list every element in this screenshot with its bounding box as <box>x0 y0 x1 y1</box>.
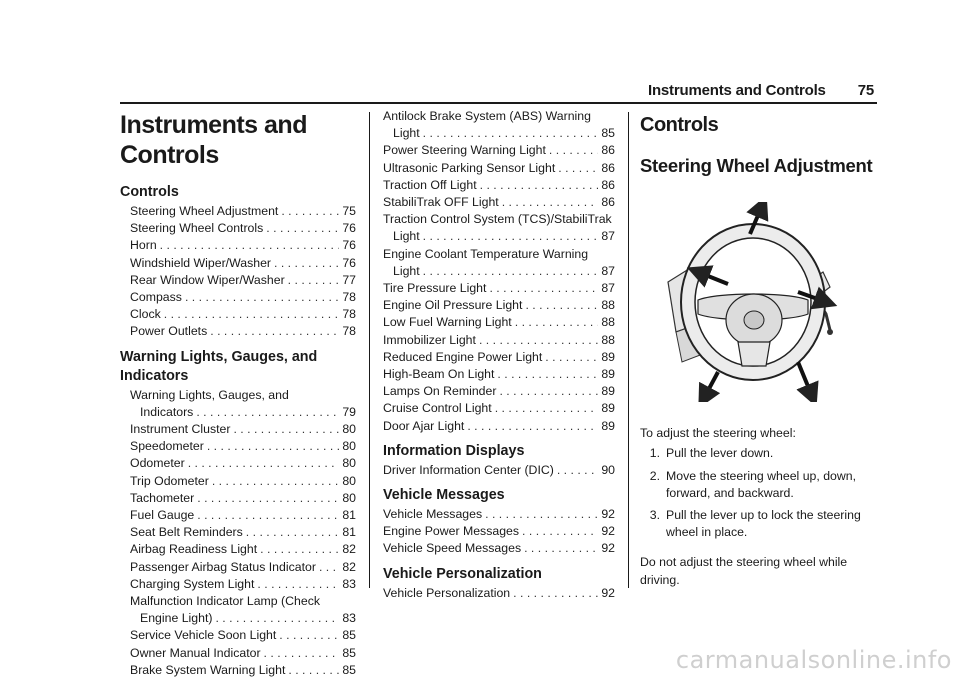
toc-page-number: 87 <box>601 263 615 278</box>
leader-dots <box>513 585 598 602</box>
leader-dots <box>423 263 599 280</box>
leader-dots <box>423 125 599 142</box>
toc-entry-text: Tire Pressure Light <box>383 281 487 296</box>
toc-page-number: 89 <box>601 418 615 433</box>
toc-page-number: 82 <box>342 559 356 574</box>
toc-entry[interactable] <box>383 400 615 417</box>
toc-entry-text: Power Outlets <box>130 324 208 339</box>
toc-page-number: 76 <box>342 238 356 253</box>
toc-entry[interactable] <box>383 280 615 297</box>
toc-entry-text: Ultrasonic Parking Sensor Light <box>383 160 556 175</box>
toc-entry-line: Traction Control System (TCS)/StabiliTrak <box>383 212 612 227</box>
leader-dots <box>215 610 339 627</box>
leader-dots <box>545 349 598 366</box>
toc-entry[interactable] <box>120 255 356 272</box>
leader-dots <box>480 177 599 194</box>
toc-sections <box>383 442 615 602</box>
toc-entry[interactable] <box>383 228 615 245</box>
leader-dots <box>210 323 339 340</box>
toc-section-heading[interactable]: Warning Lights, Gauges, and Indicators <box>120 348 318 384</box>
toc-page-number: 86 <box>601 160 615 175</box>
step-number: 2. <box>649 468 660 483</box>
toc-page-number: 92 <box>601 507 615 522</box>
leader-dots <box>489 280 598 297</box>
leader-dots <box>197 490 339 507</box>
toc-entry[interactable] <box>383 263 615 280</box>
toc-entry[interactable] <box>383 194 615 211</box>
watermark: carmanualsonline.info <box>675 646 952 674</box>
leader-dots <box>274 255 339 272</box>
toc-entry-text: Instrument Cluster <box>130 422 231 437</box>
toc-entry[interactable] <box>383 160 615 177</box>
instruction-step <box>640 445 875 462</box>
leader-dots <box>233 421 339 438</box>
toc-entry-text: Engine Oil Pressure Light <box>383 298 523 313</box>
toc-entry[interactable] <box>383 314 615 331</box>
toc-page-number: 78 <box>342 307 356 322</box>
toc-entry[interactable] <box>120 559 356 576</box>
steering-wheel-illustration <box>658 202 838 402</box>
leader-dots <box>423 228 599 245</box>
toc-entry-text: Vehicle Messages <box>383 507 483 522</box>
leader-dots <box>522 523 598 540</box>
toc-section-heading[interactable]: Vehicle Personalization <box>383 565 542 582</box>
toc-entry-text: Horn <box>130 238 157 253</box>
toc-page-number: 79 <box>342 404 356 419</box>
toc-page-number: 80 <box>342 473 356 488</box>
toc-entry-text: Reduced Engine Power Light <box>383 349 543 364</box>
leader-dots <box>499 383 598 400</box>
toc-page-number: 86 <box>601 195 615 210</box>
instruction-steps <box>640 445 875 541</box>
toc-page-number: 78 <box>342 324 356 339</box>
toc-entry-text: High-Beam On Light <box>383 367 495 382</box>
toc-entry-text: Light <box>393 126 420 141</box>
leader-dots <box>515 314 599 331</box>
subsection-title: Steering Wheel Adjustment <box>640 155 873 176</box>
toc-entry[interactable] <box>383 332 615 349</box>
toc-entry-text: Odometer <box>130 456 185 471</box>
toc-page-number: 83 <box>342 611 356 626</box>
leader-dots <box>288 662 339 679</box>
toc-entry-text: Brake System Warning Light <box>130 662 286 677</box>
toc-entry[interactable] <box>120 507 356 524</box>
toc-page-number: 87 <box>601 229 615 244</box>
toc-sections <box>120 183 356 679</box>
toc-entry[interactable] <box>120 490 356 507</box>
toc-entry-text: Immobilizer Light <box>383 332 476 347</box>
step-text: Pull the lever down. <box>666 446 774 461</box>
toc-page-number: 76 <box>342 255 356 270</box>
toc-page-number: 83 <box>342 576 356 591</box>
leader-dots <box>260 541 339 558</box>
caution-text: Do not adjust the steering wheel while driving. <box>640 555 848 587</box>
toc-entry-text: Rear Window Wiper/Washer <box>130 272 285 287</box>
toc-page-number: 88 <box>601 332 615 347</box>
toc-page-number: 86 <box>601 177 615 192</box>
toc-page-number: 92 <box>601 585 615 600</box>
toc-entries-continued <box>383 108 615 435</box>
leader-dots <box>281 203 339 220</box>
toc-entry[interactable] <box>120 203 356 220</box>
instruction-step <box>640 507 875 541</box>
toc-entry[interactable] <box>120 576 356 593</box>
toc-page-number: 86 <box>601 143 615 158</box>
toc-entry-text: Power Steering Warning Light <box>383 143 546 158</box>
toc-entry-text: Service Vehicle Soon Light <box>130 628 277 643</box>
toc-entry[interactable] <box>120 404 356 421</box>
toc-entry-text: Steering Wheel Controls <box>130 221 264 236</box>
toc-entry-text: Tachometer <box>130 490 195 505</box>
toc-entry[interactable] <box>120 662 356 679</box>
toc-entry-text: Engine Power Messages <box>383 524 520 539</box>
leader-dots <box>264 645 340 662</box>
toc-entry-line: Warning Lights, Gauges, and <box>130 387 289 402</box>
toc-entry-text: Door Ajar Light <box>383 418 465 433</box>
toc-column-1 <box>120 110 356 679</box>
toc-entry-text: Engine Light) <box>140 611 213 626</box>
toc-entry-text: Driver Information Center (DIC) <box>383 462 554 477</box>
leader-dots <box>288 272 340 289</box>
page-number: 75 <box>857 82 874 99</box>
toc-entry-text: Airbag Readiness Light <box>130 542 258 557</box>
toc-entry[interactable] <box>383 540 615 557</box>
leader-dots <box>558 160 598 177</box>
toc-entry-text: Charging System Light <box>130 576 255 591</box>
leader-dots <box>502 194 599 211</box>
toc-entry-text: Light <box>393 229 420 244</box>
leader-dots <box>279 627 339 644</box>
toc-page-number: 89 <box>601 367 615 382</box>
leader-dots <box>164 306 340 323</box>
toc-entry-text: Vehicle Speed Messages <box>383 541 522 556</box>
toc-entry-text: Lamps On Reminder <box>383 384 497 399</box>
step-number: 3. <box>649 508 660 523</box>
leader-dots <box>257 576 339 593</box>
toc-entry[interactable] <box>120 610 356 627</box>
toc-entry[interactable] <box>120 438 356 455</box>
toc-page-number: 85 <box>342 645 356 660</box>
toc-entry-text: Clock <box>130 307 161 322</box>
toc-entry-line: Antilock Brake System (ABS) Warning <box>383 109 591 123</box>
toc-page-number: 88 <box>601 298 615 313</box>
toc-page-number: 81 <box>342 508 356 523</box>
toc-page-number: 89 <box>601 384 615 399</box>
toc-page-number: 87 <box>601 281 615 296</box>
leader-dots <box>557 462 598 479</box>
toc-page-number: 92 <box>601 541 615 556</box>
toc-entry[interactable] <box>383 125 615 142</box>
toc-entry-text: Seat Belt Reminders <box>130 525 243 540</box>
toc-entry[interactable] <box>120 455 356 472</box>
toc-page-number: 80 <box>342 439 356 454</box>
leader-dots <box>188 455 340 472</box>
leader-dots <box>197 507 339 524</box>
toc-page-number: 92 <box>601 524 615 539</box>
toc-entry[interactable] <box>383 177 615 194</box>
toc-page-number: 85 <box>342 662 356 677</box>
toc-entry-text: Compass <box>130 290 182 305</box>
leader-dots <box>479 332 598 349</box>
toc-entry[interactable] <box>120 272 356 289</box>
leader-dots <box>497 366 598 383</box>
toc-entry[interactable] <box>120 220 356 237</box>
toc-entry-text: Windshield Wiper/Washer <box>130 255 271 270</box>
toc-entry[interactable] <box>383 523 615 540</box>
toc-entry-text: Low Fuel Warning Light <box>383 315 512 330</box>
leader-dots <box>246 524 340 541</box>
leader-dots <box>160 237 340 254</box>
toc-entry[interactable] <box>120 473 356 490</box>
section-title: Controls <box>640 114 719 136</box>
toc-entry[interactable] <box>120 645 356 662</box>
step-number: 1. <box>649 446 660 461</box>
toc-section-heading[interactable]: Information Displays <box>383 442 525 459</box>
toc-page-number: 88 <box>601 315 615 330</box>
content-column <box>640 110 875 589</box>
toc-entry-text: Vehicle Personalization <box>383 585 511 600</box>
header-rule <box>120 102 877 104</box>
chapter-title: Instruments and Controls <box>120 111 307 169</box>
running-header <box>648 82 874 99</box>
toc-page-number: 85 <box>601 126 615 141</box>
toc-page-number: 80 <box>342 456 356 471</box>
toc-page-number: 81 <box>342 525 356 540</box>
toc-entry[interactable] <box>383 142 615 159</box>
toc-entry[interactable] <box>120 524 356 541</box>
leader-dots <box>185 289 339 306</box>
column-divider-left <box>369 112 370 588</box>
toc-entry-text: Traction Off Light <box>383 177 477 192</box>
toc-page-number: 77 <box>342 272 356 287</box>
toc-entry-text: Owner Manual Indicator <box>130 645 261 660</box>
toc-entry-text: Steering Wheel Adjustment <box>130 204 279 218</box>
toc-entry[interactable] <box>383 462 615 479</box>
toc-entry-text: Light <box>393 263 420 278</box>
toc-entry[interactable] <box>120 323 356 340</box>
toc-entry-text: Indicators <box>140 404 194 419</box>
toc-page-number: 80 <box>342 490 356 505</box>
leader-dots <box>485 506 598 523</box>
toc-entry[interactable] <box>120 541 356 558</box>
leader-dots <box>495 400 599 417</box>
toc-entry[interactable] <box>120 627 356 644</box>
toc-page-number: 82 <box>342 542 356 557</box>
instruction-step <box>640 468 875 502</box>
toc-page-number: 85 <box>342 628 356 643</box>
toc-section-heading[interactable]: Vehicle Messages <box>383 487 505 504</box>
leader-dots <box>207 438 339 455</box>
toc-entry[interactable] <box>120 237 356 254</box>
toc-column-2 <box>383 108 615 602</box>
toc-entry[interactable] <box>383 366 615 383</box>
toc-entry[interactable] <box>383 506 615 523</box>
step-text: Move the steering wheel up, down, forward, and backward. <box>666 468 857 500</box>
leader-dots <box>524 540 598 557</box>
toc-entry[interactable] <box>383 383 615 400</box>
toc-page-number: 75 <box>342 204 356 218</box>
toc-page-number: 89 <box>601 401 615 416</box>
leader-dots <box>525 297 598 314</box>
toc-entry-text: Fuel Gauge <box>130 508 195 523</box>
column-divider-right <box>628 112 629 588</box>
toc-entry-text: Trip Odometer <box>130 473 209 488</box>
toc-entry-line: Engine Coolant Temperature Warning <box>383 246 589 261</box>
toc-page-number: 76 <box>342 221 356 236</box>
leader-dots <box>549 142 598 159</box>
leader-dots <box>319 559 339 576</box>
toc-entry-text: Passenger Airbag Status Indicator <box>130 559 316 574</box>
toc-page-number: 89 <box>601 349 615 364</box>
toc-entry[interactable] <box>383 297 615 314</box>
toc-page-number: 78 <box>342 290 356 305</box>
toc-entry[interactable] <box>120 289 356 306</box>
toc-entry[interactable] <box>383 349 615 366</box>
leader-dots <box>467 418 598 435</box>
toc-entry[interactable] <box>120 306 356 323</box>
toc-entry-text: Cruise Control Light <box>383 401 492 416</box>
toc-entry-line: Malfunction Indicator Lamp (Check <box>130 594 321 609</box>
leader-dots <box>212 473 339 490</box>
toc-entry[interactable] <box>383 585 615 602</box>
intro-text: To adjust the steering wheel: <box>640 426 796 441</box>
toc-section-heading[interactable]: Controls <box>120 184 179 200</box>
toc-entry-text: StabiliTrak OFF Light <box>383 195 499 210</box>
running-title: Instruments and Controls <box>647 82 826 99</box>
leader-dots <box>196 404 339 421</box>
toc-entry[interactable] <box>383 418 615 435</box>
leader-dots <box>266 220 339 237</box>
toc-page-number: 90 <box>601 462 615 477</box>
toc-entry-text: Speedometer <box>130 439 204 454</box>
toc-page-number: 80 <box>342 422 356 437</box>
toc-entry[interactable] <box>120 421 356 438</box>
step-text: Pull the lever up to lock the steering wheel in place. <box>666 508 861 540</box>
